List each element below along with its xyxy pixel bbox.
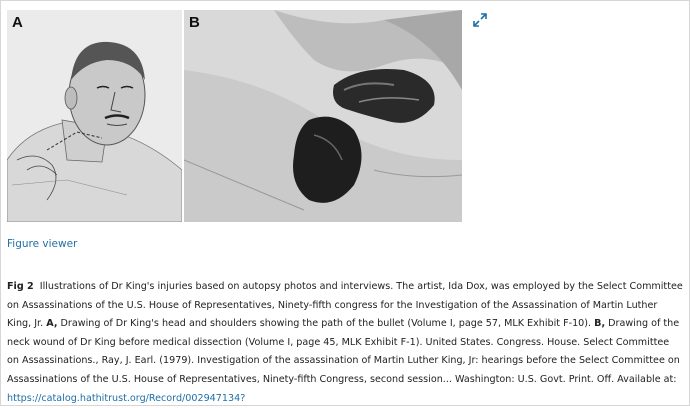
panel-a-label: A <box>12 14 23 31</box>
panel-a-drawing <box>7 10 182 222</box>
caption-text-1: Illustrations of Dr King's injuries based on autopsy photos and interviews. The artist, Ida Dox, was employed by the Select Committee on Assassinations of the U.S. House of Representatives, Ninety-fifth congress for the Investigation of the Assassination of Martin Luther King, Jr. <box>7 281 683 330</box>
figure-viewer-link[interactable]: Figure viewer <box>7 238 78 250</box>
panel-b-drawing <box>184 10 462 222</box>
expand-arrows-icon[interactable] <box>472 12 488 28</box>
caption-text-2: Drawing of Dr King's head and shoulders showing the path of the bullet (Volume I, page 57, MLK Exhibit F-10). <box>57 318 595 330</box>
neck-wound-sketch <box>184 10 462 222</box>
caption-text-3: Drawing of the neck wound of Dr King before medical dissection (Volume I, page 45, MLK Exhibit F-1). United States. Congress. House. Select Committee on Assassinations., Ray, J. Earl. (1979). Investigation of the assassination of Martin Luther King, Jr: hearings before the Select Committee on Assassinations of the U.S. House of Representatives, Ninety-fifth Congress, second session... Washington: U.S. Govt. Print. Off. Available at: <box>7 318 680 385</box>
caption-label: Fig 2 <box>7 281 34 292</box>
figure-caption <box>7 278 683 408</box>
caption-marker-b: B, <box>594 318 606 330</box>
figure-image[interactable] <box>7 10 467 224</box>
panel-b-label: B <box>189 14 200 31</box>
head-shoulders-sketch <box>7 10 182 222</box>
hathitrust-link[interactable]: https://catalog.hathitrust.org/Record/002947134? <box>7 392 246 404</box>
caption-marker-a: A, <box>46 318 58 330</box>
